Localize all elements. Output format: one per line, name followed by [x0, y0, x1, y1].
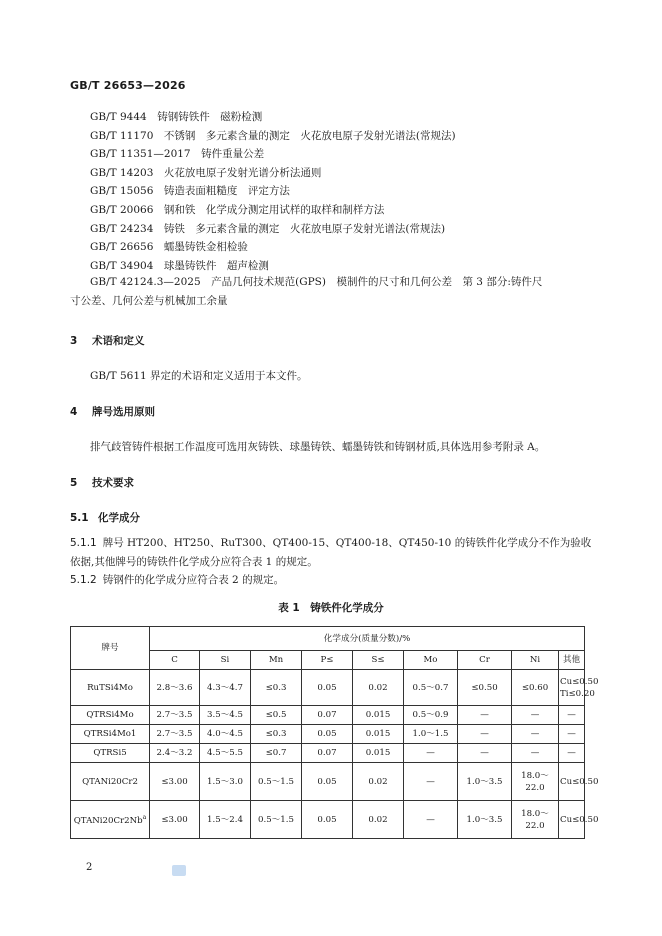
section-number: 5.1 [70, 512, 89, 524]
grade-cell [71, 801, 150, 839]
value-cell: 0.02 [353, 670, 404, 706]
value-cell: — [458, 725, 512, 744]
chemical-composition-table [70, 626, 599, 839]
value-cell: — [512, 744, 559, 763]
value-cell: 1.0～3.5 [458, 801, 512, 839]
clause-5-1-1-line2: 依据,其他牌号的铸铁件化学成分应符合表 1 的规定。 [70, 556, 318, 568]
ni-cell [512, 763, 559, 801]
value-cell: 0.05 [302, 670, 353, 706]
reference-item: GB/T 24234 铸铁 多元素含量的测定 火花放电原子发射光谱法(常规法) [90, 222, 446, 235]
column-header: Si [200, 651, 251, 670]
section-number: 4 [70, 406, 78, 418]
value-cell: — [458, 706, 512, 725]
section-title: 牌号选用原则 [92, 406, 155, 418]
grade-cell: QTRSi4Mo1 [71, 725, 150, 744]
grade-header: 牌号 [71, 627, 150, 670]
column-header: S≤ [353, 651, 404, 670]
ni-cell [512, 801, 559, 839]
value-cell: — [404, 744, 458, 763]
value-cell: 0.05 [302, 725, 353, 744]
value-cell: 0.015 [353, 744, 404, 763]
footnote-marker: a [142, 814, 147, 822]
value-cell: 0.05 [302, 801, 353, 839]
section-number: 3 [70, 335, 78, 347]
value-cell: 0.5～0.7 [404, 670, 458, 706]
value-cell: ≤3.00 [150, 801, 200, 839]
clause-text: 铸钢件的化学成分应符合表 2 的规定。 [102, 574, 285, 586]
table-row [71, 763, 585, 801]
section-5-1-heading [70, 510, 140, 525]
reference-item: GB/T 14203 火花放电原子发射光谱分析法通则 [90, 166, 322, 179]
value-cell: 0.5～1.5 [251, 763, 302, 801]
section-5-heading [70, 475, 134, 490]
other-cell [559, 670, 599, 706]
reference-item: GB/T 11170 不锈钢 多元素含量的测定 火花放电原子发射光谱法(常规法) [90, 129, 456, 142]
value-cell: — [559, 744, 585, 763]
value-cell: — [512, 706, 559, 725]
value-cell: 1.0～1.5 [404, 725, 458, 744]
column-header: Cr [458, 651, 512, 670]
value-cell: ≤0.7 [251, 744, 302, 763]
value-cell: 0.5～0.9 [404, 706, 458, 725]
column-header: Ni [512, 651, 559, 670]
other-line: Ti≤0.20 [560, 688, 595, 699]
value-cell: 0.015 [353, 725, 404, 744]
value-cell: 1.5～2.4 [200, 801, 251, 839]
reference-item: GB/T 11351—2017 铸件重量公差 [90, 148, 265, 161]
value-cell: 2.4～3.2 [150, 744, 200, 763]
value-cell: — [404, 763, 458, 801]
table-header-row [71, 627, 585, 651]
value-cell: 0.015 [353, 706, 404, 725]
clause-number: 5.1.1 [70, 537, 97, 549]
clause-text: 牌号 HT200、HT250、RuT300、QT400-15、QT400-18、QT450-10 的铸铁件化学成分不作为验收 [102, 537, 592, 549]
other-line: Cu≤0.50 [560, 676, 599, 687]
column-header: C [150, 651, 200, 670]
value-cell: 1.0～3.5 [458, 763, 512, 801]
section-title: 术语和定义 [92, 335, 145, 347]
reference-item: GB/T 20066 钢和铁 化学成分测定用试样的取样和制样方法 [90, 203, 385, 216]
value-cell: 4.3～4.7 [200, 670, 251, 706]
clause-5-1-2 [70, 572, 284, 587]
value-cell: — [512, 725, 559, 744]
value-cell: 0.07 [302, 706, 353, 725]
column-header: Mo [404, 651, 458, 670]
value-cell: 4.0～4.5 [200, 725, 251, 744]
section-number: 5 [70, 477, 78, 489]
section-4-text: 排气歧管铸件根据工作温度可选用灰铸铁、球墨铸铁、蠕墨铸铁和铸钢材质,具体选用参考附录 A。 [90, 441, 546, 453]
grade-text: QTANi20Cr2Nb [73, 815, 143, 826]
table-row [71, 801, 585, 839]
section-title: 化学成分 [98, 512, 140, 524]
normative-references-list [90, 108, 590, 275]
table-row [71, 670, 585, 706]
reference-item: GB/T 26656 蠕墨铸铁金相检验 [90, 241, 248, 254]
value-cell: 0.02 [353, 763, 404, 801]
composition-group-header: 化学成分(质量分数)/% [150, 627, 585, 651]
value-cell: ≤3.00 [150, 763, 200, 801]
other-cell: Cu≤0.50 [559, 763, 585, 801]
section-title: 技术要求 [92, 477, 134, 489]
clause-5-1-1-line1 [70, 535, 591, 550]
column-header: Mn [251, 651, 302, 670]
clause-number: 5.1.2 [70, 574, 97, 586]
table-row [71, 744, 585, 763]
reference-item-continuation: 寸公差、几何公差与机械加工余量 [70, 295, 228, 307]
page-number: 2 [86, 862, 93, 873]
grade-cell: QTRSi5 [71, 744, 150, 763]
value-cell: 2.7～3.5 [150, 706, 200, 725]
ni-line: 22.0 [525, 782, 545, 793]
value-cell: ≤0.3 [251, 670, 302, 706]
ni-line: 22.0 [525, 820, 545, 831]
value-cell: — [559, 725, 585, 744]
value-cell: 0.07 [302, 744, 353, 763]
column-header: P≤ [302, 651, 353, 670]
column-header: 其他 [559, 651, 585, 670]
table-row [71, 725, 585, 744]
value-cell: ≤0.3 [251, 725, 302, 744]
value-cell: — [404, 801, 458, 839]
section-4-heading [70, 404, 155, 419]
grade-cell: RuTSi4Mo [71, 670, 150, 706]
reference-item: GB/T 15056 铸造表面粗糙度 评定方法 [90, 185, 290, 198]
reference-item: GB/T 34904 球墨铸铁件 超声检测 [90, 259, 269, 272]
value-cell: 0.02 [353, 801, 404, 839]
value-cell: 2.8～3.6 [150, 670, 200, 706]
grade-cell: QTANi20Cr2 [71, 763, 150, 801]
value-cell: — [458, 744, 512, 763]
table-title: 表 1 铸铁件化学成分 [278, 602, 384, 614]
ni-line: 18.0～ [521, 770, 549, 781]
value-cell: 4.5～5.5 [200, 744, 251, 763]
section-3-heading [70, 333, 145, 348]
standard-code: GB/T 26653—2026 [70, 79, 186, 92]
section-3-text: GB/T 5611 界定的术语和定义适用于本文件。 [90, 370, 308, 382]
value-cell: 1.5～3.0 [200, 763, 251, 801]
value-cell: ≤0.60 [512, 670, 559, 706]
grade-cell: QTRSi4Mo [71, 706, 150, 725]
watermark-logo-icon [172, 865, 186, 876]
reference-item: GB/T 9444 铸钢铸铁件 磁粉检测 [90, 111, 263, 123]
value-cell: ≤0.50 [458, 670, 512, 706]
table-row [71, 706, 585, 725]
value-cell: 0.5～1.5 [251, 801, 302, 839]
value-cell: 3.5～4.5 [200, 706, 251, 725]
value-cell: — [559, 706, 585, 725]
ni-line: 18.0～ [521, 808, 549, 819]
value-cell: 0.05 [302, 763, 353, 801]
other-cell: Cu≤0.50 [559, 801, 585, 839]
value-cell: 2.7～3.5 [150, 725, 200, 744]
value-cell: ≤0.5 [251, 706, 302, 725]
reference-item-last: GB/T 42124.3—2025 产品几何技术规范(GPS) 模制件的尺寸和几何公差 第 3 部分:铸件尺 [90, 276, 543, 288]
